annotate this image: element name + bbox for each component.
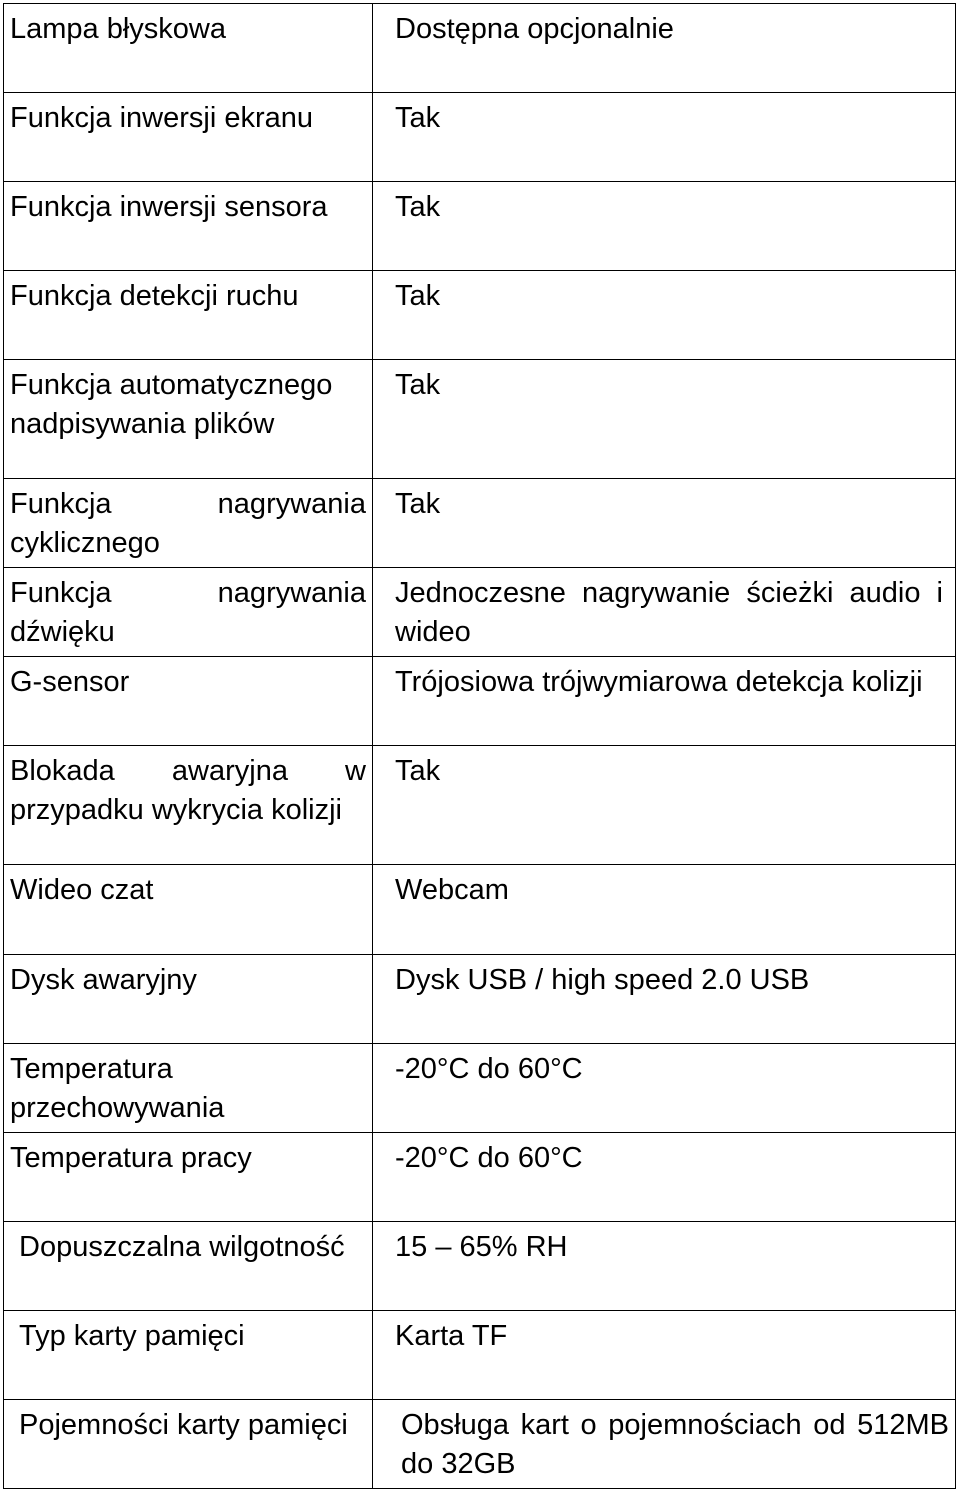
spec-row-storage-temperature [4, 1044, 956, 1133]
spec-value: Webcam [373, 865, 956, 955]
spec-label: Wideo czat [4, 865, 373, 955]
spec-value: Tak [373, 271, 956, 360]
spec-value: Karta TF [373, 1311, 956, 1400]
spec-row-memory-card-capacity [4, 1400, 956, 1489]
specification-table [3, 3, 956, 1489]
spec-row-g-sensor [4, 657, 956, 746]
spec-row-emergency-lock [4, 746, 956, 865]
spec-row-sensor-inversion [4, 182, 956, 271]
spec-value: Tak [373, 479, 956, 568]
spec-label: Pojemności karty pamięci [4, 1400, 373, 1489]
spec-label: Funkcja automatycznego nadpisywania plików [4, 360, 373, 479]
spec-value: 15 – 65% RH [373, 1222, 956, 1311]
spec-value: -20°C do 60°C [373, 1133, 956, 1222]
spec-label: Funkcja detekcji ruchu [4, 271, 373, 360]
spec-row-memory-card-type [4, 1311, 956, 1400]
spec-row-file-overwrite [4, 360, 956, 479]
spec-row-emergency-disk [4, 955, 956, 1044]
spec-label: Funkcja nagrywania cyklicznego [4, 479, 373, 568]
spec-value: -20°C do 60°C [373, 1044, 956, 1133]
spec-value: Jednoczesne nagrywanie ścieżki audio i wideo [373, 568, 956, 657]
spec-row-loop-recording [4, 479, 956, 568]
spec-row-flash [4, 4, 956, 93]
spec-label: Dysk awaryjny [4, 955, 373, 1044]
spec-label: Funkcja inwersji sensora [4, 182, 373, 271]
spec-value: Tak [373, 360, 956, 479]
spec-label: G-sensor [4, 657, 373, 746]
spec-value: Trójosiowa trójwymiarowa detekcja kolizji [373, 657, 956, 746]
spec-value: Dysk USB / high speed 2.0 USB [373, 955, 956, 1044]
spec-value: Tak [373, 746, 956, 865]
spec-label: Dopuszczalna wilgotność [4, 1222, 373, 1311]
spec-label: Lampa błyskowa [4, 4, 373, 93]
spec-label: Temperatura pracy [4, 1133, 373, 1222]
spec-value: Tak [373, 93, 956, 182]
spec-label: Temperatura przechowywania [4, 1044, 373, 1133]
spec-label: Funkcja nagrywania dźwięku [4, 568, 373, 657]
spec-label: Funkcja inwersji ekranu [4, 93, 373, 182]
spec-row-video-chat [4, 865, 956, 955]
spec-row-motion-detection [4, 271, 956, 360]
spec-label: Blokada awaryjna w przypadku wykrycia kolizji [4, 746, 373, 865]
spec-row-screen-inversion [4, 93, 956, 182]
spec-label: Typ karty pamięci [4, 1311, 373, 1400]
spec-row-humidity [4, 1222, 956, 1311]
spec-row-operating-temperature [4, 1133, 956, 1222]
spec-value: Dostępna opcjonalnie [373, 4, 956, 93]
spec-value: Obsługa kart o pojemnościach od 512MB do 32GB [373, 1400, 956, 1489]
spec-row-audio-recording [4, 568, 956, 657]
spec-value: Tak [373, 182, 956, 271]
